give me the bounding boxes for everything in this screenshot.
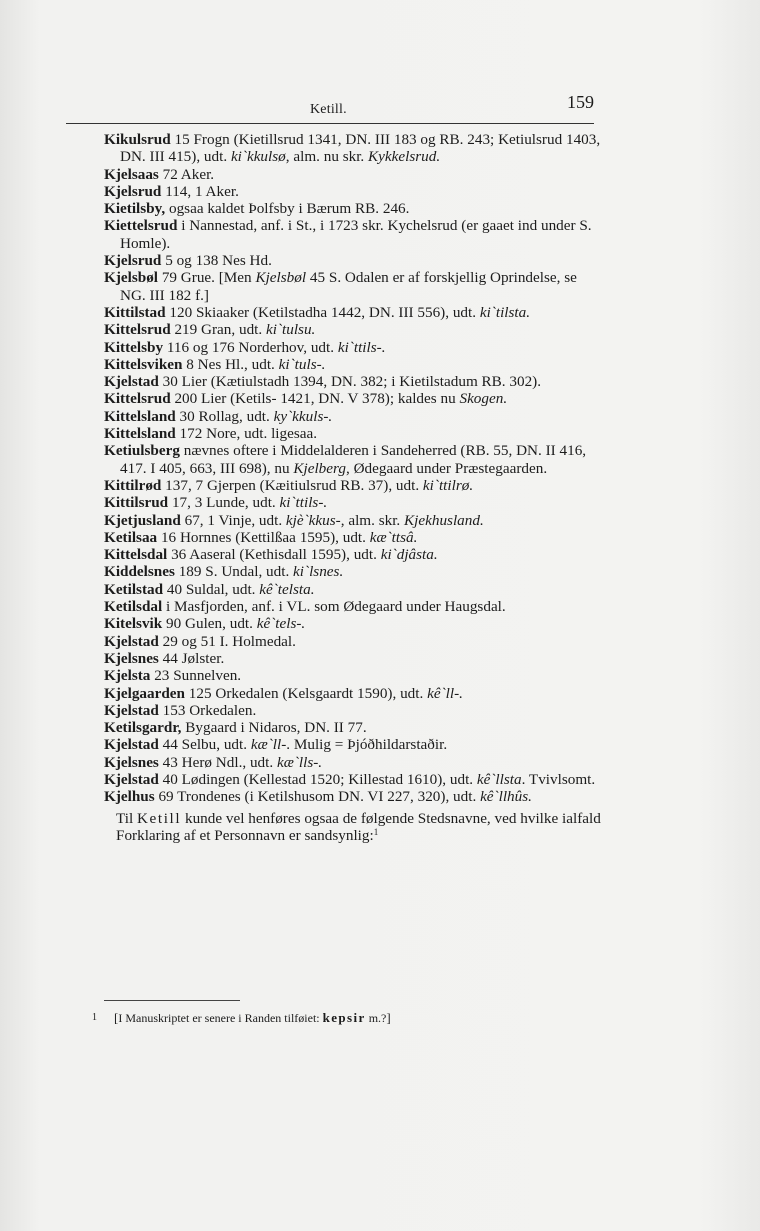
entry	[104, 512, 604, 529]
entry	[104, 408, 604, 425]
entry-text: 43 Herø Ndl., udt.	[158, 753, 277, 771]
entry-text: 137, 7 Gjerpen (Kæitiulsrud RB. 37), udt.	[161, 476, 423, 494]
entry	[104, 546, 604, 563]
entry-headword: Kjelstad	[104, 736, 159, 754]
entry-text: 79 Grue. [Men	[158, 269, 256, 287]
entry	[104, 183, 604, 200]
entry-headword: Ketilstad	[104, 580, 164, 598]
entry-text: 40 Lødingen (Kellestad 1520; Killestad 1610), udt.	[158, 770, 477, 788]
entry	[104, 321, 604, 338]
entry-form: Skogen.	[459, 390, 508, 408]
entry-headword: Kittelsby	[104, 338, 164, 356]
entry	[104, 615, 604, 632]
entry-headword: Kjelsnes	[104, 649, 159, 667]
entry-text: . Mulig = Þjóðhildarstaðir.	[286, 736, 448, 754]
entry	[104, 425, 604, 442]
entry-text: , alm. nu skr.	[285, 148, 369, 166]
entry-text: i Masfjorden, anf. i VL. som Ødegaard under Haugsdal.	[162, 598, 506, 616]
entry-form: ki`ttils-.	[279, 494, 328, 512]
entry-text: 23 Sunnelven.	[150, 667, 242, 685]
entry-text: 36 Aaseral (Kethisdall 1595), udt.	[167, 546, 381, 564]
entry-headword: Kietilsby,	[104, 200, 166, 218]
page-header	[66, 90, 594, 124]
footnote-word: kepsir	[322, 1010, 366, 1025]
entry-text: 44 Selbu, udt.	[158, 736, 251, 754]
entry-text: nævnes oftere i Middelalderen i Sandeherred (RB. 55, DN. II 416, 417. I 405, 663, III 698), nu	[120, 442, 587, 477]
entry-headword: Kjelstad	[104, 701, 159, 719]
entry-text: 116 og 176 Norderhov, udt.	[163, 338, 338, 356]
footnote-rule	[104, 1000, 240, 1001]
entry-form: Kjekhusland.	[404, 511, 484, 529]
entry-text: 200 Lier (Ketils- 1421, DN. V 378); kaldes nu	[170, 390, 460, 408]
entry-text: 189 S. Undal, udt.	[174, 563, 294, 581]
entry-headword: Kitelsvik	[104, 615, 163, 633]
entry	[104, 598, 604, 615]
entry	[104, 754, 604, 771]
entry	[104, 529, 604, 546]
entry-headword: Kittilrød	[104, 476, 162, 494]
entry-text: 72 Aker.	[158, 165, 215, 183]
entry	[104, 442, 604, 477]
entry	[104, 252, 604, 269]
entry-text: 219 Gran, udt.	[170, 321, 266, 339]
entry-headword: Kjelstad	[104, 770, 159, 788]
running-title: Ketill.	[310, 102, 347, 117]
entry-headword: Kjelsrud	[104, 252, 162, 270]
entry-headword: Kittilsrud	[104, 494, 169, 512]
entry-headword: Kittelsland	[104, 407, 176, 425]
entry-headword: Kiettelsrud	[104, 217, 178, 235]
entry-text: 69 Trondenes (i Ketilshusom DN. VI 227, 320), udt.	[154, 788, 481, 806]
entry-headword: Kittelsrud	[104, 321, 171, 339]
entry-headword: Kjetjusland	[104, 511, 181, 529]
closing-lead: Til	[116, 809, 137, 827]
entry-text: . Tvivlsomt.	[521, 770, 596, 788]
entry-text: 67, 1 Vinje, udt.	[180, 511, 286, 529]
entry-headword: Kittelsviken	[104, 355, 183, 373]
entry-text: 5 og 138 Nes Hd.	[161, 252, 272, 270]
entry-text: 8 Nes Hl., udt.	[182, 355, 279, 373]
footnote	[92, 1010, 592, 1026]
closing-spaced: Ketill	[136, 809, 182, 827]
entry-form: ki`ttilrø.	[422, 476, 474, 494]
entry-form: Kykkelsrud.	[368, 148, 441, 166]
entry-list	[104, 131, 604, 844]
page-number: 159	[567, 92, 594, 112]
entry-text: 15 Frogn (Kietillsrud 1341, DN. III 183 og RB. 243; Ketiulsrud 1403, DN. III 415), udt.	[120, 131, 601, 166]
footnote-marker: 1	[92, 1012, 97, 1023]
header-rule	[66, 123, 594, 124]
entry-form: ki`kkulsø	[230, 148, 286, 166]
entry-headword: Ketilsgardr,	[104, 719, 182, 737]
entry-headword: Kjelsrud	[104, 182, 162, 200]
entry-text: 45 S. Odalen er af forskjellig Oprindelse, se NG. III 182 f.]	[120, 269, 577, 304]
entry	[104, 200, 604, 217]
closing-rest: kunde vel henføres ogsaa de følgende Stedsnavne, ved hvilke ialfald Forklaring af et Personnavn er sandsynlig:	[116, 809, 601, 844]
entry-headword: Kjelstad	[104, 632, 159, 650]
entry	[104, 131, 604, 166]
entry-headword: Kjelsnes	[104, 753, 159, 771]
entry-form: ki`tuls-.	[278, 355, 326, 373]
entry	[104, 166, 604, 183]
entry-text: 29 og 51 I. Holmedal.	[158, 632, 296, 650]
entry-text: 120 Skiaaker (Ketilstadha 1442, DN. III 556), udt.	[165, 303, 480, 321]
entry	[104, 650, 604, 667]
entry-form: ki`ttils-.	[337, 338, 386, 356]
entry-form: kæ`lls-.	[276, 753, 323, 771]
entry	[104, 269, 604, 304]
footnote-bracket-open: [	[114, 1010, 119, 1025]
entry-form: ky`kkuls-.	[273, 407, 333, 425]
entry-text: 125 Orkedalen (Kelsgaardt 1590), udt.	[185, 684, 428, 702]
entry-text: 114, 1 Aker.	[161, 182, 239, 200]
closing-marker: 1	[373, 826, 379, 837]
entry	[104, 356, 604, 373]
entry-text: Bygaard i Nidaros, DN. II 77.	[181, 719, 367, 737]
entry-headword: Kittilstad	[104, 303, 166, 321]
entry-form: ki`lsnes.	[293, 563, 344, 581]
entry-text: 40 Suldal, udt.	[163, 580, 260, 598]
footnote-bracket-close: ]	[386, 1010, 391, 1025]
entry	[104, 771, 604, 788]
entry-text: , Ødegaard under Præstegaarden.	[345, 459, 548, 477]
entry-headword: Ketilsaa	[104, 528, 158, 546]
entry-headword: Kjelstad	[104, 373, 159, 391]
entry-text: i Nannestad, anf. i St., i 1723 skr. Kychelsrud (er gaaet ind under S. Homle).	[120, 217, 592, 252]
entry-form: kjè`kkus-	[285, 511, 341, 529]
entry-text: 44 Jølster.	[158, 649, 225, 667]
entry-form: ki`tulsu.	[266, 321, 316, 339]
entry-text: 16 Hornnes (Kettilßaa 1595), udt.	[157, 528, 370, 546]
entry	[104, 633, 604, 650]
entry-text: 90 Gulen, udt.	[162, 615, 257, 633]
entry-headword: Kiddelsnes	[104, 563, 175, 581]
entry-form: kæ`ttsâ.	[369, 528, 418, 546]
entry	[104, 667, 604, 684]
entry	[104, 581, 604, 598]
entry	[104, 719, 604, 736]
closing-paragraph	[100, 810, 604, 845]
entry-form: ki`djâsta.	[380, 546, 438, 564]
entry-headword: Kikulsrud	[104, 131, 171, 148]
entry-headword: Ketiulsberg	[104, 442, 180, 460]
entry-text: ogsaa kaldet Þolfsby i Bærum RB. 246.	[165, 200, 410, 218]
entry-headword: Kjelsbøl	[104, 269, 159, 287]
entry-headword: Kittelsrud	[104, 390, 171, 408]
entry	[104, 217, 604, 252]
entry-form: kê`ll-.	[427, 684, 463, 702]
entry-text: 172 Nore, udt. ligesaa.	[175, 425, 318, 443]
entry	[104, 788, 604, 805]
entry-form: ki`tilsta.	[479, 303, 531, 321]
entry	[104, 685, 604, 702]
entry	[104, 477, 604, 494]
entry-headword: Kjelhus	[104, 788, 155, 806]
entry	[104, 494, 604, 511]
entry-text: , alm. skr.	[340, 511, 405, 529]
entry-form: kê`llhûs.	[480, 788, 532, 806]
entry-headword: Kittelsland	[104, 425, 176, 443]
entry-text: 30 Lier (Kætiulstadh 1394, DN. 382; i Kietilstadum RB. 302).	[158, 373, 542, 391]
entry	[104, 563, 604, 580]
entry	[104, 702, 604, 719]
entry-form: kê`tels-.	[256, 615, 306, 633]
footnote-rest: m.?	[365, 1011, 387, 1025]
entry-form: kê`telsta.	[259, 580, 315, 598]
entry-form: Kjelsbøl	[255, 269, 307, 287]
entry	[104, 339, 604, 356]
entry	[104, 736, 604, 753]
footnote-lead: I Manuskriptet er senere i Randen tilføiet:	[118, 1011, 323, 1025]
entry-form: Kjelberg	[293, 459, 346, 477]
entry-form: kæ`ll-	[250, 736, 287, 754]
entry	[104, 304, 604, 321]
entry	[104, 373, 604, 390]
entry-form: kê`llsta	[476, 770, 522, 788]
entry-headword: Kittelsdal	[104, 546, 168, 564]
entry-text: 17, 3 Lunde, udt.	[168, 494, 280, 512]
entry-headword: Kjelsaas	[104, 165, 159, 183]
entry-headword: Ketilsdal	[104, 598, 163, 616]
entry-headword: Kjelsta	[104, 667, 151, 685]
entry-text: 30 Rollag, udt.	[175, 407, 274, 425]
entry-headword: Kjelgaarden	[104, 684, 185, 702]
entry-text: 153 Orkedalen.	[158, 701, 257, 719]
entry	[104, 390, 604, 407]
